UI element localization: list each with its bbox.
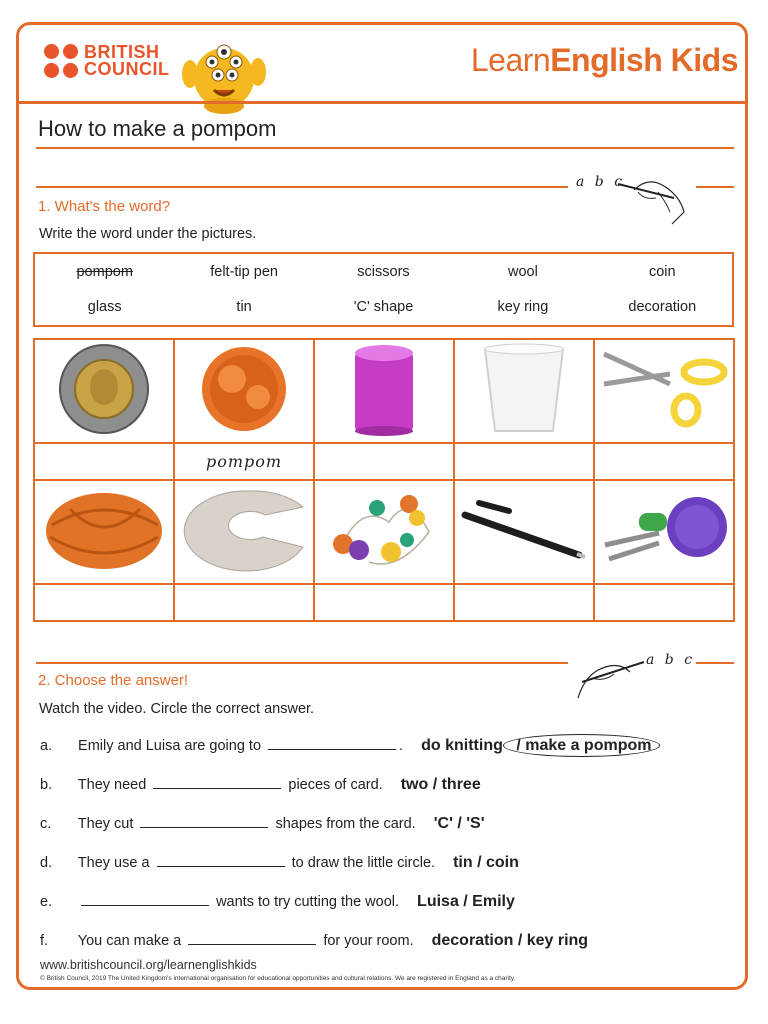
answer-cell[interactable]	[34, 443, 174, 480]
question-letter: c.	[40, 816, 52, 832]
section1-abc: a b c	[576, 174, 626, 190]
question-text: You can make a	[77, 933, 182, 949]
question-letter: b.	[40, 777, 53, 793]
glass-icon	[479, 341, 569, 437]
question-letter: d.	[40, 855, 53, 871]
picture-cell	[454, 480, 594, 584]
picture-cell	[174, 339, 314, 443]
footer-url[interactable]: www.britishcouncil.org/learnenglishkids	[40, 958, 257, 972]
header-divider	[19, 101, 746, 104]
section1-title: 1. What's the word?	[38, 198, 171, 215]
question-f	[40, 932, 588, 950]
logo-line-2: COUNCIL	[84, 59, 170, 79]
answer-blank[interactable]	[268, 737, 396, 750]
answer-cell[interactable]	[454, 443, 594, 480]
section2-rule-left	[36, 662, 568, 664]
question-text-after: wants to try cutting the wool.	[216, 894, 400, 910]
british-council-logo	[44, 44, 170, 78]
answer-options[interactable]: 'C' / 'S'	[433, 815, 485, 832]
section2-rule-right	[696, 662, 734, 664]
answer-options[interactable]: tin / coin	[453, 854, 519, 871]
writing-hand-icon	[574, 648, 650, 704]
question-d	[40, 854, 519, 872]
picture-cell	[314, 480, 454, 584]
scissors-icon	[600, 344, 728, 434]
answer-blank[interactable]	[81, 893, 209, 906]
answer-blank[interactable]	[153, 776, 281, 789]
section2-title: 2. Choose the answer!	[38, 672, 189, 689]
answer-options[interactable]: decoration / key ring	[431, 932, 589, 949]
word-item: scissors	[357, 263, 410, 280]
word-item: coin	[648, 263, 676, 280]
question-text-after: .	[399, 738, 404, 754]
answer-cell[interactable]	[34, 584, 174, 621]
question-c	[40, 815, 485, 833]
word-item: pompom	[76, 263, 133, 280]
option-make-a-pompom: make a pompom	[525, 737, 652, 754]
decoration-icon	[329, 482, 439, 578]
question-b	[40, 776, 481, 794]
title-underline	[36, 147, 734, 149]
writing-hand-icon	[614, 168, 690, 226]
logo-dots-icon	[44, 44, 78, 78]
logo-line-1: BRITISH	[84, 42, 160, 62]
question-letter: e.	[40, 894, 53, 910]
answer-cell[interactable]	[594, 443, 734, 480]
word-item: key ring	[497, 299, 549, 316]
felt-tip-pen-icon	[459, 485, 589, 575]
picture-cell	[594, 480, 734, 584]
answer-cell[interactable]	[314, 584, 454, 621]
answer-blank[interactable]	[188, 932, 316, 945]
word-item: felt-tip pen	[210, 263, 278, 280]
page-title: How to make a pompom	[38, 116, 277, 141]
question-text: Emily and Luisa are going to	[78, 738, 262, 754]
answer-cell[interactable]	[454, 584, 594, 621]
word-item: glass	[87, 299, 122, 316]
c-shape-icon	[179, 485, 309, 575]
picture-grid	[33, 338, 735, 622]
section2-abc: a b c	[646, 652, 696, 668]
section1-rule-right	[696, 186, 734, 188]
answer-options[interactable]: two / three	[400, 776, 481, 793]
question-text-after: shapes from the card.	[275, 816, 416, 832]
picture-cell	[454, 339, 594, 443]
logo-learn: Learn	[470, 42, 551, 78]
section1-rule-left	[36, 186, 568, 188]
logo-kids: Kids	[670, 42, 738, 78]
picture-cell	[34, 339, 174, 443]
word-item: decoration	[628, 299, 697, 316]
learnenglish-kids-logo	[471, 42, 738, 79]
question-a	[40, 737, 660, 755]
question-letter: f.	[40, 933, 49, 949]
answer-cell[interactable]	[174, 584, 314, 621]
picture-cell	[314, 339, 454, 443]
question-text-after: pieces of card.	[288, 777, 383, 793]
answer-cell[interactable]	[314, 443, 454, 480]
question-text-after: for your room.	[323, 933, 414, 949]
coin-icon	[56, 341, 152, 437]
word-bank	[33, 252, 734, 327]
question-e	[40, 893, 515, 911]
question-text: They cut	[77, 816, 134, 832]
picture-cell	[34, 480, 174, 584]
answer-blank[interactable]	[140, 815, 268, 828]
logo-english: English	[550, 42, 663, 78]
question-letter: a.	[40, 738, 53, 754]
footer-copyright: © British Council, 2019 The United Kingdom's international organisation for educational opportunities and cultural relations. We are registered in England as a charity.	[40, 975, 516, 982]
answer-cell[interactable]	[594, 584, 734, 621]
answer-cell[interactable]	[174, 443, 314, 480]
question-text-after: to draw the little circle.	[291, 855, 436, 871]
picture-cell	[174, 480, 314, 584]
option-separator: /	[511, 737, 526, 754]
word-item: wool	[507, 263, 538, 280]
tin-icon	[349, 341, 419, 437]
key-ring-icon	[599, 485, 729, 575]
answer-blank[interactable]	[157, 854, 285, 867]
option-do-knitting[interactable]: do knitting	[421, 737, 503, 754]
answer-options	[421, 737, 660, 754]
answer-options[interactable]: Luisa / Emily	[417, 893, 515, 910]
wool-icon	[40, 485, 168, 575]
section2-instruction: Watch the video. Circle the correct answer.	[39, 701, 315, 717]
picture-cell	[594, 339, 734, 443]
pompom-icon	[188, 341, 300, 437]
word-item: tin	[236, 299, 252, 316]
question-text: They use a	[77, 855, 150, 871]
section1-instruction: Write the word under the pictures.	[39, 226, 257, 242]
example-answer: pompom	[205, 451, 283, 471]
question-text: They need	[77, 777, 147, 793]
word-item: 'C' shape	[353, 299, 414, 316]
circled-answer[interactable]	[503, 734, 661, 757]
